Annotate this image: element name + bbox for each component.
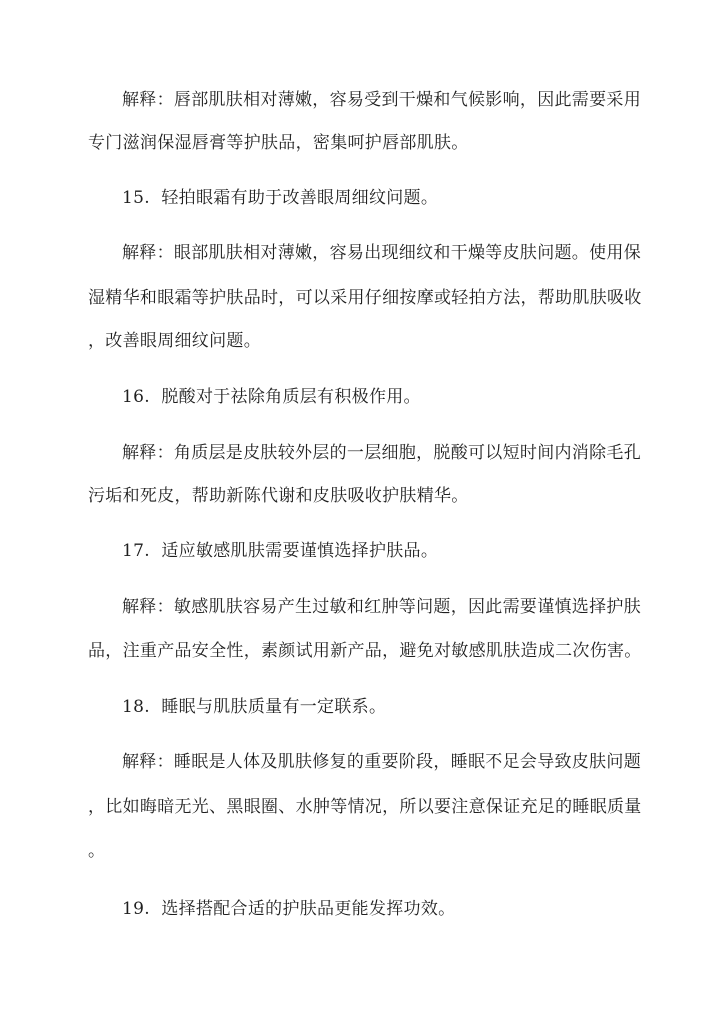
paragraph-line: 解释：敏感肌肤容易产生过敏和红肿等问题，因此需要谨慎选择护肤	[122, 597, 641, 617]
paragraph-line: 解释：睡眠是人体及肌肤修复的重要阶段，睡眠不足会导致皮肤问题	[122, 752, 641, 772]
item-number: 16.	[122, 387, 150, 407]
paragraph-line: 品，注重产品安全性，素颜试用新产品，避免对敏感肌肤造成二次伤害。	[88, 641, 642, 661]
list-item	[122, 187, 438, 209]
item-text: 选择搭配合适的护肤品更能发挥功效。	[161, 899, 456, 919]
paragraph-line: 专门滋润保湿唇膏等护肤品，密集呵护唇部肌肤。	[88, 133, 469, 153]
paragraph-line: 解释：角质层是皮肤较外层的一层细胞，脱酸可以短时间内消除毛孔	[122, 443, 641, 463]
item-number: 19.	[122, 899, 150, 919]
item-number: 18.	[122, 697, 150, 717]
paragraph-line: 解释：唇部肌肤相对薄嫩，容易受到干燥和气候影响，因此需要采用	[122, 90, 641, 110]
paragraph-line: 污垢和死皮，帮助新陈代谢和皮肤吸收护肤精华。	[88, 486, 469, 506]
list-item	[122, 540, 438, 562]
paragraph-line: 解释：眼部肌肤相对薄嫩，容易出现细纹和干燥等皮肤问题。使用保	[122, 243, 641, 263]
item-number: 17.	[122, 541, 150, 561]
item-number: 15.	[122, 188, 150, 208]
item-text: 脱酸对于祛除角质层有积极作用。	[161, 387, 421, 407]
paragraph-line: 。	[88, 841, 106, 861]
item-text: 轻拍眼霜有助于改善眼周细纹问题。	[161, 188, 439, 208]
paragraph-line: ，改善眼周细纹问题。	[88, 331, 261, 351]
list-item	[122, 898, 455, 920]
paragraph-line: 湿精华和眼霜等护肤品时，可以采用仔细按摩或轻拍方法，帮助肌肤吸收	[88, 288, 642, 308]
list-item	[122, 696, 386, 718]
list-item	[122, 386, 421, 408]
item-text: 睡眠与肌肤质量有一定联系。	[161, 697, 387, 717]
paragraph-line: ，比如晦暗无光、黑眼圈、水肿等情况，所以要注意保证充足的睡眠质量	[88, 797, 642, 817]
item-text: 适应敏感肌肤需要谨慎选择护肤品。	[161, 541, 439, 561]
